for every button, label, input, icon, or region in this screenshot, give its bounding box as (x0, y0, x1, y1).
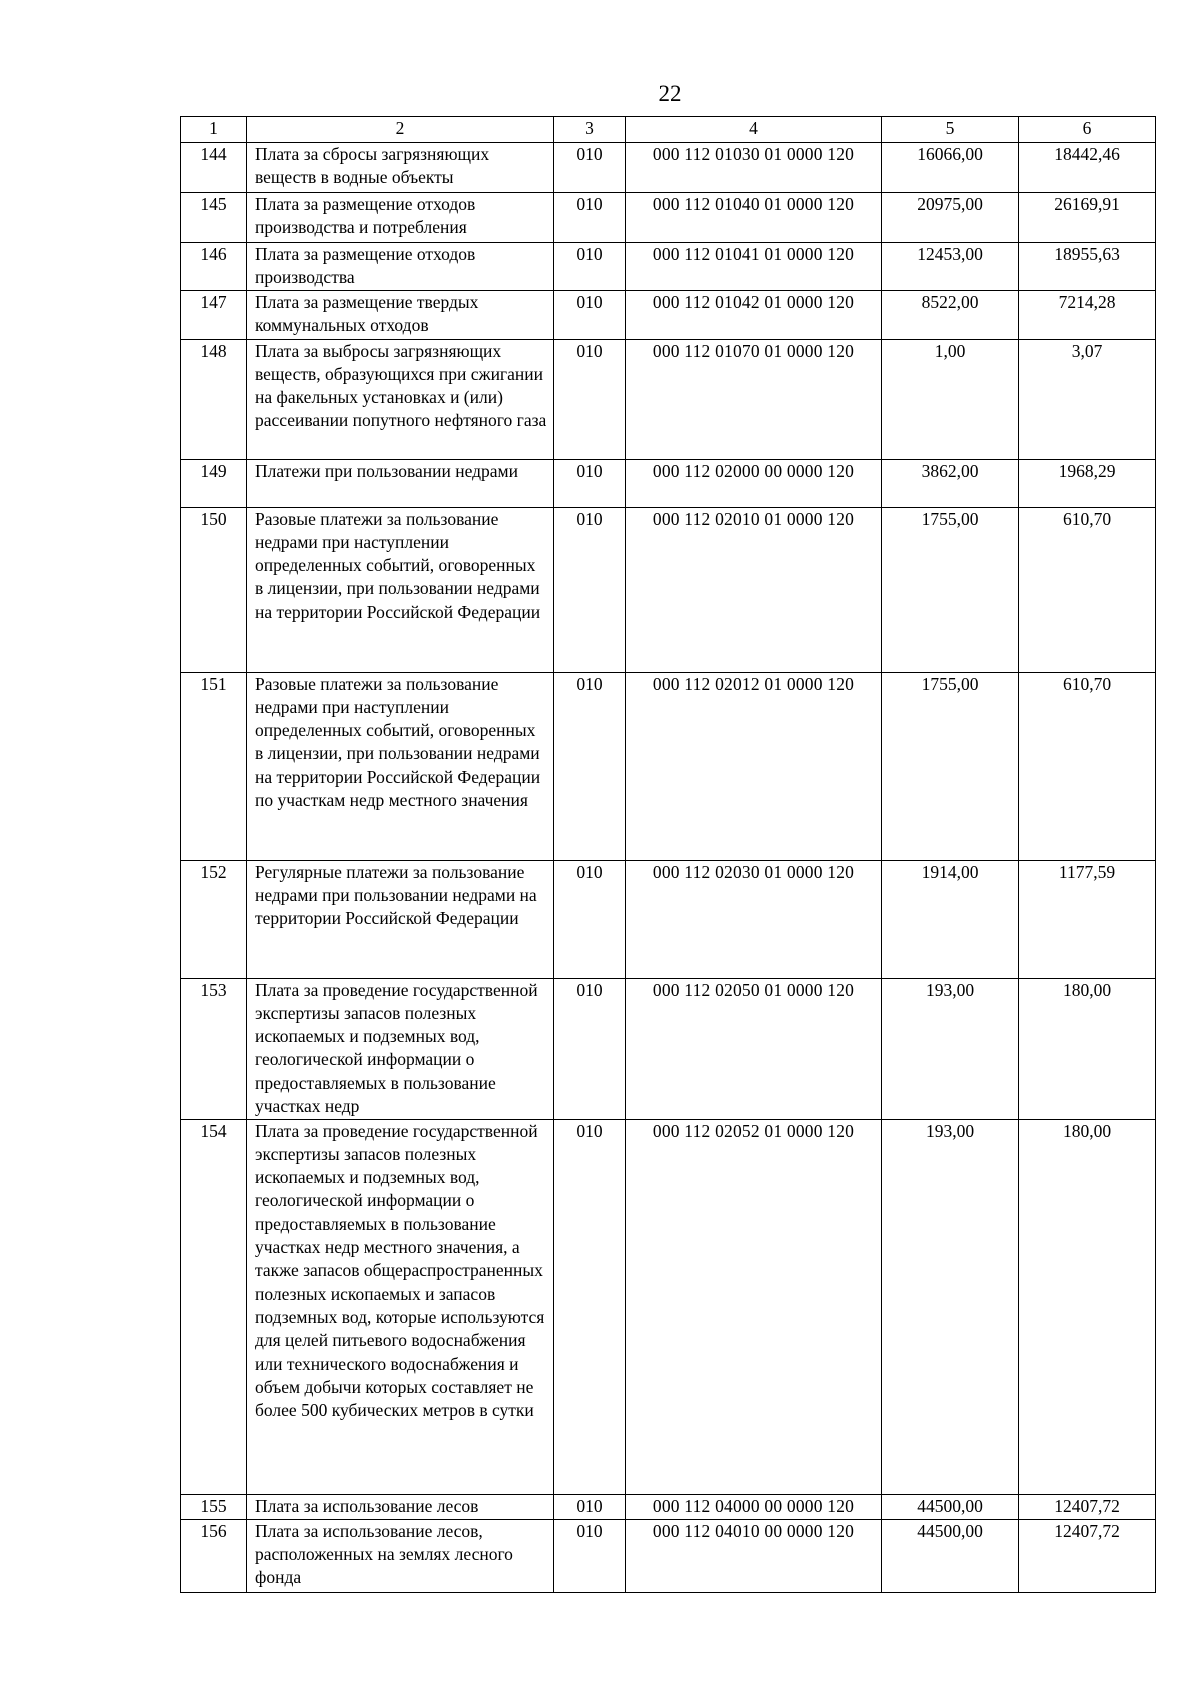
budget-table (180, 116, 1156, 1593)
row-number: 153 (181, 978, 247, 1119)
row-number: 147 (181, 290, 247, 339)
row-fact: 610,70 (1019, 507, 1156, 672)
row-plan: 20975,00 (882, 193, 1019, 243)
row-code: 000 112 01040 01 0000 120 (626, 193, 882, 243)
row-plan: 44500,00 (882, 1494, 1019, 1519)
row-number: 154 (181, 1119, 247, 1494)
row-section: 010 (554, 1519, 626, 1592)
table-row (181, 1119, 1156, 1494)
row-section: 010 (554, 243, 626, 291)
row-fact: 18442,46 (1019, 143, 1156, 193)
row-description: Разовые платежи за пользование недрами при наступлении определенных событий, оговоренных в лицензии, при пользовании недрами на территории Российской Федерации (247, 507, 554, 672)
table-row (181, 1494, 1156, 1519)
row-description: Плата за размещение твердых коммунальных отходов (247, 290, 554, 339)
row-description: Плата за размещение отходов производства и потребления (247, 193, 554, 243)
row-description: Плата за выбросы загрязняющих веществ, образующихся при сжигании на факельных установках и (или) рассеивании попутного нефтяного газа (247, 339, 554, 459)
row-code: 000 112 02030 01 0000 120 (626, 860, 882, 978)
row-plan: 193,00 (882, 1119, 1019, 1494)
row-number: 155 (181, 1494, 247, 1519)
row-plan: 8522,00 (882, 290, 1019, 339)
table-row (181, 672, 1156, 860)
row-section: 010 (554, 339, 626, 459)
table-row (181, 290, 1156, 339)
row-section: 010 (554, 143, 626, 193)
row-description: Плата за размещение отходов производства (247, 243, 554, 291)
table-header-row (181, 117, 1156, 143)
column-header: 3 (554, 117, 626, 143)
table-row (181, 507, 1156, 672)
row-plan: 1914,00 (882, 860, 1019, 978)
row-code: 000 112 01041 01 0000 120 (626, 243, 882, 291)
row-plan: 1,00 (882, 339, 1019, 459)
row-plan: 44500,00 (882, 1519, 1019, 1592)
row-section: 010 (554, 1494, 626, 1519)
row-section: 010 (554, 507, 626, 672)
column-header: 1 (181, 117, 247, 143)
row-code: 000 112 01030 01 0000 120 (626, 143, 882, 193)
table-row (181, 1519, 1156, 1592)
row-number: 151 (181, 672, 247, 860)
row-fact: 610,70 (1019, 672, 1156, 860)
row-description: Плата за использование лесов (247, 1494, 554, 1519)
row-number: 144 (181, 143, 247, 193)
row-code: 000 112 02000 00 0000 120 (626, 459, 882, 507)
row-description: Плата за проведение государственной экспертизы запасов полезных ископаемых и подземных вод, геологической информации о предоставляемых в пользование участках недр местного значения, а также запасов общераспространенных полезных ископаемых и запасов подземных вод, которые используются для целей питьевого водоснабжения или технического водоснабжения и объем добычи которых составляет не более 500 кубических метров в сутки (247, 1119, 554, 1494)
column-header: 5 (882, 117, 1019, 143)
row-number: 148 (181, 339, 247, 459)
row-fact: 180,00 (1019, 1119, 1156, 1494)
row-section: 010 (554, 459, 626, 507)
row-code: 000 112 01042 01 0000 120 (626, 290, 882, 339)
column-header: 6 (1019, 117, 1156, 143)
row-plan: 193,00 (882, 978, 1019, 1119)
row-fact: 180,00 (1019, 978, 1156, 1119)
row-description: Платежи при пользовании недрами (247, 459, 554, 507)
row-fact: 12407,72 (1019, 1519, 1156, 1592)
row-code: 000 112 04010 00 0000 120 (626, 1519, 882, 1592)
table-row (181, 860, 1156, 978)
row-code: 000 112 01070 01 0000 120 (626, 339, 882, 459)
table-row (181, 243, 1156, 291)
row-number: 145 (181, 193, 247, 243)
row-code: 000 112 02012 01 0000 120 (626, 672, 882, 860)
table-row (181, 459, 1156, 507)
row-plan: 1755,00 (882, 507, 1019, 672)
table-row (181, 193, 1156, 243)
table-row (181, 978, 1156, 1119)
row-fact: 12407,72 (1019, 1494, 1156, 1519)
column-header: 2 (247, 117, 554, 143)
row-fact: 18955,63 (1019, 243, 1156, 291)
row-fact: 1968,29 (1019, 459, 1156, 507)
row-section: 010 (554, 672, 626, 860)
row-fact: 7214,28 (1019, 290, 1156, 339)
row-fact: 26169,91 (1019, 193, 1156, 243)
column-header: 4 (626, 117, 882, 143)
row-plan: 12453,00 (882, 243, 1019, 291)
row-number: 150 (181, 507, 247, 672)
row-plan: 3862,00 (882, 459, 1019, 507)
row-section: 010 (554, 1119, 626, 1494)
row-code: 000 112 04000 00 0000 120 (626, 1494, 882, 1519)
row-fact: 3,07 (1019, 339, 1156, 459)
table-row (181, 339, 1156, 459)
row-code: 000 112 02050 01 0000 120 (626, 978, 882, 1119)
row-section: 010 (554, 193, 626, 243)
row-code: 000 112 02010 01 0000 120 (626, 507, 882, 672)
row-section: 010 (554, 978, 626, 1119)
row-fact: 1177,59 (1019, 860, 1156, 978)
row-number: 146 (181, 243, 247, 291)
row-section: 010 (554, 860, 626, 978)
row-description: Плата за использование лесов, расположенных на землях лесного фонда (247, 1519, 554, 1592)
table-row (181, 143, 1156, 193)
row-number: 156 (181, 1519, 247, 1592)
row-description: Регулярные платежи за пользование недрами при пользовании недрами на территории Российской Федерации (247, 860, 554, 978)
row-plan: 1755,00 (882, 672, 1019, 860)
row-description: Плата за сбросы загрязняющих веществ в водные объекты (247, 143, 554, 193)
row-number: 149 (181, 459, 247, 507)
row-section: 010 (554, 290, 626, 339)
row-number: 152 (181, 860, 247, 978)
row-description: Плата за проведение государственной экспертизы запасов полезных ископаемых и подземных вод, геологической информации о предоставляемых в пользование участках недр (247, 978, 554, 1119)
row-plan: 16066,00 (882, 143, 1019, 193)
row-code: 000 112 02052 01 0000 120 (626, 1119, 882, 1494)
page-number: 22 (658, 81, 682, 106)
row-description: Разовые платежи за пользование недрами при наступлении определенных событий, оговоренных в лицензии, при пользовании недрами на территории Российской Федерации по участкам недр местного значения (247, 672, 554, 860)
